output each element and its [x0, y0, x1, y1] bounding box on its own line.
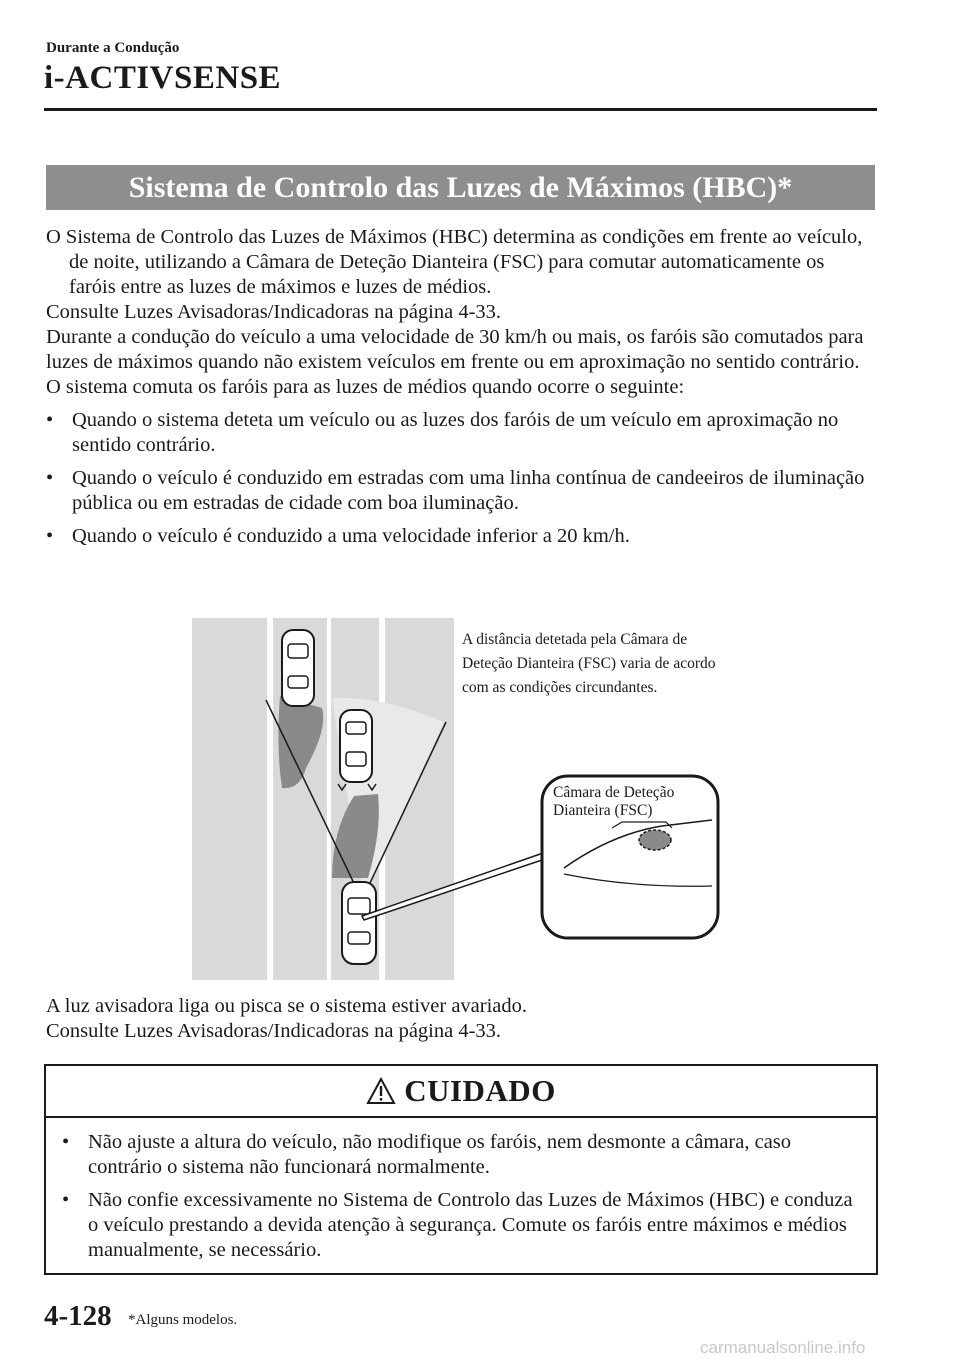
- chapter-title: i-ACTIVSENSE: [44, 60, 282, 96]
- page-title: Sistema de Controlo das Luzes de Máximos (HBC)*: [46, 165, 875, 210]
- intro-text: [46, 225, 876, 549]
- camera-icon: [639, 830, 671, 850]
- intro-paragraph-1: O Sistema de Controlo das Luzes de Máximos (HBC) determina as condições em frente ao veículo, de noite, utilizando a Câmara de Deteção Dianteira (FSC) para comutar automaticamente os faróis entre as luzes de máximos e luzes de médios.: [46, 226, 863, 298]
- bullet-icon: •: [46, 525, 54, 547]
- caution-title: CUIDADO: [404, 1073, 556, 1108]
- warning-text: [46, 994, 876, 1044]
- header-rule: [44, 108, 877, 111]
- list-item-text: Quando o veículo é conduzido a uma velocidade inferior a 20 km/h.: [72, 525, 630, 547]
- list-item-text: Não confie excessivamente no Sistema de Controlo das Luzes de Máximos (HBC) e conduza o veículo prestando a devida atenção à segurança. Comute os faróis entre máximos e médios manualmente, se necessário.: [88, 1189, 853, 1261]
- footnote: *Alguns modelos.: [128, 1312, 238, 1328]
- bullet-icon: •: [46, 467, 54, 489]
- intro-paragraph-2: Durante a condução do veículo a uma velocidade de 30 km/h ou mais, os faróis são comutados para luzes de máximos quando não existem veículos em frente ou em aproximação no sentido contrário.: [46, 326, 864, 373]
- road-surface: [192, 618, 454, 980]
- warning-triangle-icon: [366, 1077, 396, 1105]
- figure-callout: A distância detetada pela Câmara de Deteção Dianteira (FSC) varia de acordo com as condições circundantes.: [462, 631, 716, 696]
- camera-label: Câmara de Deteção Dianteira (FSC): [553, 784, 675, 819]
- bullet-icon: •: [62, 1131, 70, 1153]
- section-label: Durante a Condução: [46, 40, 180, 56]
- list-item-text: Quando o veículo é conduzido em estradas com uma linha contínua de candeeiros de iluminação pública ou em estradas de cidade com boa iluminação.: [72, 467, 865, 514]
- condition-list: [46, 408, 876, 549]
- watermark: carmanualsonline.info: [700, 1338, 866, 1357]
- warning-reference: Consulte Luzes Avisadoras/Indicadoras na página 4-33.: [46, 1020, 502, 1042]
- caution-list: [62, 1130, 860, 1263]
- list-item: [62, 1130, 860, 1180]
- oncoming-car-icon: [282, 630, 314, 706]
- list-item: [46, 524, 876, 549]
- intro-reference: Consulte Luzes Avisadoras/Indicadoras na página 4-33.: [46, 301, 502, 323]
- caution-header: [46, 1066, 876, 1118]
- leading-car-icon: [338, 710, 376, 790]
- list-item: [62, 1188, 860, 1263]
- list-item-text: Quando o sistema deteta um veículo ou as luzes dos faróis de um veículo em aproximação no sentido contrário.: [72, 409, 839, 456]
- caution-box: [44, 1064, 878, 1275]
- list-item: [46, 466, 876, 516]
- page-number: 4-128: [44, 1300, 112, 1332]
- bullet-icon: •: [62, 1189, 70, 1211]
- list-item: [46, 408, 876, 458]
- list-item-text: Não ajuste a altura do veículo, não modifique os faróis, nem desmonte a câmara, caso contrário o sistema não funcionará normalmente.: [88, 1131, 792, 1178]
- warning-paragraph: A luz avisadora liga ou pisca se o sistema estiver avariado.: [46, 995, 528, 1017]
- intro-paragraph-3: O sistema comuta os faróis para as luzes de médios quando ocorre o seguinte:: [46, 376, 685, 398]
- bullet-icon: •: [46, 409, 54, 431]
- own-car-icon: [342, 882, 376, 964]
- caution-body: [46, 1118, 876, 1263]
